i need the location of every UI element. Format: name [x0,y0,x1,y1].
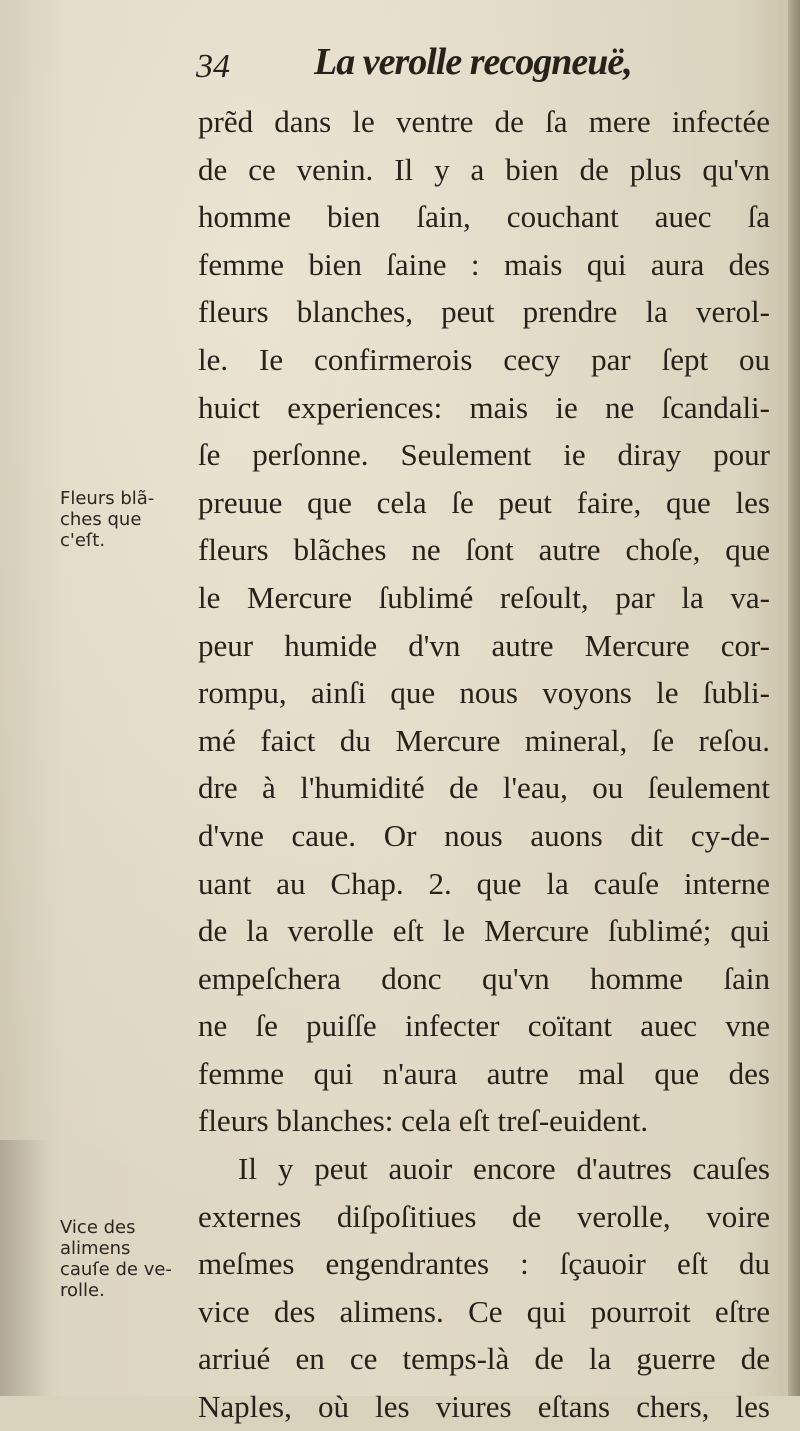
text-line: preuue que cela ſe peut faire, que les [198,484,770,520]
page-header [196,40,766,92]
text-line: fleurs blãches ne ſont autre choſe, que [198,532,770,568]
text-line: le. Ie confirmerois cecy par ſept ou [198,341,770,377]
margin-note-line: alimens [60,1238,131,1259]
margin-note-line: rolle. [60,1280,105,1301]
text-line: empeſchera donc qu'vn homme ſain [198,960,770,996]
margin-note [60,1217,190,1301]
text-line: femme bien ſaine : mais qui aura des [198,246,770,282]
text-line: rompu, ainſi que nous voyons le ſubli- [198,675,770,711]
text-line: peur humide d'vn autre Mercure cor- [198,627,770,663]
text-line: prẽd dans le ventre de ſa mere infectée [198,104,770,139]
text-line: dre à l'humidité de l'eau, ou ſeulement [198,770,770,806]
margin-note-line: ches que [60,509,142,530]
body-text [198,98,770,1431]
text-line: le Mercure ſublimé reſoult, par la va- [198,579,770,615]
text-line: femme qui n'aura autre mal que des [198,1055,770,1091]
running-title: La verolle recogneuë, [314,41,632,83]
text-line: d'vne caue. Or nous auons dit cy-de- [198,817,770,853]
page-edge [788,0,800,1396]
margin-note [60,488,190,551]
text-line: fleurs blanches: cela eſt treſ-euident. [198,1103,649,1139]
text-line: de ce venin. Il y a bien de plus qu'vn [198,151,770,187]
page-number: 34 [196,48,230,85]
text-line: uant au Chap. 2. que la cauſe interne [198,865,770,901]
text-line: vice des alimens. Ce qui pourroit eſtre [198,1293,770,1329]
text-line: ſe perſonne. Seulement ie diray pour [198,437,770,473]
text-line: meſmes engendrantes : ſçauoir eſt du [198,1246,770,1282]
text-line: externes diſpoſitiues de verolle, voire [198,1198,770,1234]
text-line: de la verolle eſt le Mercure ſublimé; qui [198,913,770,949]
margin-note-line: cauſe de ve- [60,1259,172,1280]
text-line: huict experiences: mais ie ne ſcandali- [198,389,770,425]
text-line: homme bien ſain, couchant auec ſa [198,199,770,235]
text-line: mé faict du Mercure mineral, ſe reſou. [198,722,770,758]
margin-note-line: Vice des [60,1217,136,1238]
text-line: arriué en ce temps-là de la guerre de [198,1341,770,1377]
text-line: ne ſe puiſſe infecter coïtant auec vne [198,1008,770,1044]
page-shadow [0,1140,50,1396]
margin-note-line: c'eſt. [60,530,106,551]
text-line: fleurs blanches, peut prendre la verol- [198,294,770,330]
text-line: Il y peut auoir encore d'autres cauſes [238,1151,770,1187]
margin-note-line: Fleurs blã- [60,488,155,509]
text-line: Naples, où les viures eſtans chers, les [198,1389,770,1425]
